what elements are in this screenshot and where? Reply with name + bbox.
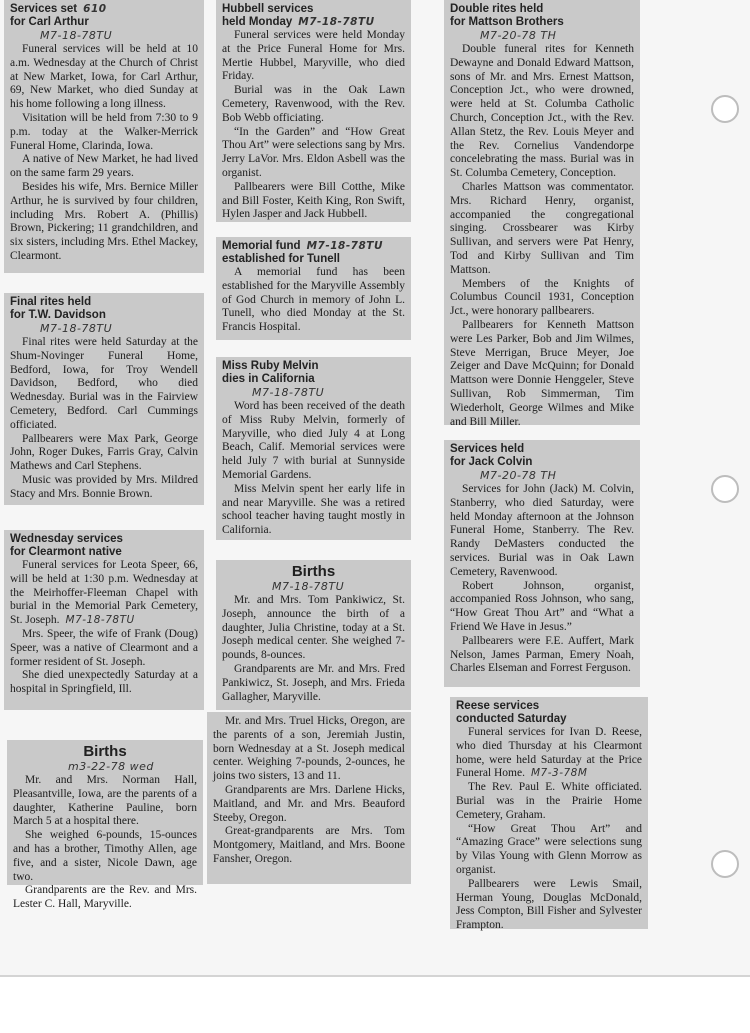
births-title: Births	[83, 743, 127, 760]
clipping-tunell	[216, 237, 411, 340]
paragraph: Funeral services for Ivan D. Reese, who died Thursday at his Clearmont home, were held Saturday at the Price Funeral Home. M7-3-78M	[456, 726, 642, 780]
clipping-reese	[450, 697, 648, 932]
paragraph: Visitation will be held from 7:30 to 9 p.m. today at the Walker-Merrick Funeral Home, Clarinda, Iowa.	[10, 111, 198, 152]
paragraph: Mr. and Mrs. Tom Pankiwicz, St. Joseph, announce the birth of a daughter, Julia Christine, today at a St. Joseph medical center. She weighed 7-pounds, 8-ounces.	[222, 594, 405, 662]
paragraph: Services for John (Jack) M. Colvin, Stanberry, who died Saturday, were held Monday afternoon at the Johnson Funeral Home, Stanberry. The Rev. Randy DeMasters conducted the services. Burial was in Oak Lawn Cemetery, Ravenwood.	[450, 483, 634, 578]
paragraph: Pallbearers were F.E. Auffert, Mark Nelson, James Parman, Emery Noah, Charles Elseman and Forrest Ferguson.	[450, 634, 634, 675]
paragraph: “How Great Thou Art” and “Amazing Grace” were selections sung by Vilas Young with Glenn Morrow as organist.	[456, 822, 642, 876]
paragraph: Miss Melvin spent her early life in and near Maryville. She was a retired school teacher having taught mostly in California.	[222, 482, 405, 537]
paragraph: Grandparents are Mrs. Darlene Hicks, Maitland, and Mr. and Mrs. Beauford Steeby, Oregon.	[213, 783, 405, 824]
clipping-headline: Wednesday services for Clearmont native	[10, 533, 123, 558]
paragraph: Music was provided by Mrs. Mildred Stacy and Mrs. Bonnie Brown.	[10, 473, 198, 500]
clipping-colvin	[444, 440, 640, 687]
paragraph: “In the Garden” and “How Great Thou Art” were selections sang by Mrs. Jerry LaVor. Mrs. Eldon Asbell was the organist.	[222, 125, 406, 179]
handwritten-date: M7-18-78TU	[40, 322, 113, 335]
paragraph: Mr. and Mrs. Truel Hicks, Oregon, are the parents of a son, Jeremiah Justin, born Wednesday at a St. Joseph medical center. Weighing 7-pounds, 2-ounces, he joins two sisters, 13 and 11.	[213, 715, 405, 783]
paragraph: She weighed 6-pounds, 15-ounces and has a brother, Timothy Allen, age five, and a sister, Nicole Dawn, age two.	[13, 829, 197, 883]
clipping-headline: Services set 610 for Carl Arthur	[10, 3, 107, 28]
clipping-headline: Services held for Jack Colvin	[450, 443, 533, 468]
handwritten-date: M7-18-78TU	[252, 386, 325, 399]
handwritten-date: M7-18-78TU	[65, 614, 135, 627]
clipping-speer	[4, 530, 204, 710]
paragraph: Charles Mattson was commentator. Mrs. Richard Henry, organist, accompanied the congregational singing. Crossbearer was Kirby Sullivan, and servers were Pat Henry, Tod and Kirby Sullivan and Tim Mattson.	[450, 180, 634, 276]
paragraph: Robert Johnson, organist, accompanied Ross Johnson, who sang, “How Great Thou Art” and “What a Friend We Have in Jesus.”	[450, 579, 634, 633]
clipping-births-hicks	[207, 712, 411, 884]
handwritten-date: m3-22-78 wed	[68, 760, 154, 773]
page-bottom-edge	[0, 975, 750, 977]
paragraph: Mr. and Mrs. Norman Hall, Pleasantville, Iowa, are the parents of a daughter, Katherine Pauline, born March 5 at a hospital there.	[13, 774, 197, 828]
handwritten-date: M7-20-78 TH	[480, 29, 557, 42]
paragraph: A native of New Market, he had lived on the same farm 29 years.	[10, 153, 198, 180]
handwritten-date: M7-18-78TU	[40, 29, 113, 42]
clipping-carl-arthur	[4, 0, 204, 273]
handwritten-date: M7-3-78M	[530, 767, 588, 780]
paragraph: Pallbearers were Bill Cotthe, Mike and Bill Foster, Keith King, Ron Swift, Hylen Jasper and Jack Hubbell.	[222, 180, 405, 221]
handwritten-date: M7-20-78 TH	[480, 469, 557, 482]
paragraph: She died unexpectedly Saturday at a hospital in Springfield, Ill.	[10, 669, 198, 696]
binder-hole-top	[711, 95, 739, 123]
paragraph: The Rev. Paul E. White officiated. Burial was in the Prairie Home Cemetery, Graham.	[456, 781, 642, 821]
paragraph: Word has been received of the death of Miss Ruby Melvin, formerly of Maryville, who died July 4 at Long Beach, Calif. Memorial services were held July 7 with burial at Sunnyside Memorial Gardens.	[222, 400, 405, 481]
clipping-hubbell	[216, 0, 411, 222]
clipping-births-pankiwicz	[216, 560, 411, 710]
clipping-headline: Reese services conducted Saturday	[456, 700, 567, 725]
clipping-births-hall	[7, 740, 203, 911]
handwritten-page-number: 610	[83, 3, 107, 15]
paragraph: Besides his wife, Mrs. Bernice Miller Arthur, he is survived by four children, including Mrs. Robert A. (Phillis) Brown, Pickering; 11 grandchildren, and six sisters, including Mrs. Ethel Mackey, Clearmont.	[10, 180, 198, 262]
births-title: Births	[291, 563, 336, 580]
paragraph: Pallbearers were Lewis Smail, Herman Young, Douglas McDonald, Jess Compton, Bill Fisher and Sylvester Frampton.	[456, 877, 642, 932]
paragraph: Funeral services were held Monday at the Price Funeral Home for Mrs. Mertie Hubbel, Maryville, who died Friday.	[222, 29, 405, 83]
clipping-headline: Hubbell services held Monday M7-18-78TU	[222, 3, 375, 28]
handwritten-date: M7-18-78TU	[298, 16, 375, 28]
paragraph: Grandparents are the Rev. and Mrs. Lester C. Hall, Maryville.	[13, 884, 197, 911]
clipping-headline: Miss Ruby Melvin dies in California	[222, 360, 319, 385]
paragraph: Funeral services will be held at 10 a.m. Wednesday at the Church of Christ at New Market, Iowa, for Carl Arthur, 69, New Market, who died Sunday at his home following a long illness.	[10, 43, 198, 111]
handwritten-date: M7-18-78TU	[306, 240, 383, 252]
paragraph: Final rites were held Saturday at the Shum-Novinger Funeral Home, Bedford, Iowa, for Troy Wendell Davidson, Bedford, who died Wednesday. Burial was in the Fairview Cemetery, Bedford. Carl Cummings officiated.	[10, 336, 198, 431]
binder-hole-middle	[711, 475, 739, 503]
paragraph: Grandparents are Mr. and Mrs. Fred Pankiwicz, St. Joseph, and Mrs. Frieda Gallagher, Maryville.	[222, 662, 405, 703]
clipping-headline: Memorial fund M7-18-78TU established for Tunell	[222, 240, 383, 265]
clipping-davidson	[4, 293, 204, 505]
clipping-mattson	[444, 0, 640, 428]
paragraph: Mrs. Speer, the wife of Frank (Doug) Speer, was a native of Clearmont and a former resident of St. Joseph.	[10, 627, 198, 668]
paragraph: Members of the Knights of Columbus Council 1931, Conception Jct., were honorary pallbearers.	[450, 277, 634, 318]
paragraph: Pallbearers were Max Park, George John, Roger Dukes, Farris Gray, Calvin Mathews and Carl Stephens.	[10, 432, 198, 473]
paragraph: Funeral services for Leota Speer, 66, will be held at 1:30 p.m. Wednesday at the Meirhoffer-Fleeman Chapel with burial in the Memorial Park Cemetery, St. Joseph. M7-18-78TU	[10, 559, 198, 627]
paragraph: Double funeral rites for Kenneth Dewayne and Donald Edward Mattson, sons of Mr. and Mrs. Ernest Mattson, Conception Jct., who were drowned, were held at St. Columba Catholic Church, Conception Jct., with the Rev. Allan Stetz, the Rev. Louis Meyer and the Rev. Cornelius Vandendorpe concelebrating the mass. Burial was in St. Columba Cemetery, Conception.	[450, 43, 634, 180]
binder-hole-bottom	[711, 850, 739, 878]
clipping-headline: Final rites held for T.W. Davidson	[10, 296, 106, 321]
clipping-melvin	[216, 357, 411, 540]
paragraph: A memorial fund has been established for the Maryville Assembly of God Church in memory of John L. Tunell, who died Monday at the St. Francis Hospital.	[222, 266, 405, 334]
paragraph: Burial was in the Oak Lawn Cemetery, Ravenwood, with the Rev. Bob Webb officiating.	[222, 84, 405, 124]
handwritten-date: M7-18-78TU	[272, 580, 345, 593]
paragraph: Pallbearers for Kenneth Mattson were Les Parker, Bob and Jim Wilmes, Steve Merrigan, Bruce Meyer, Joe Zeiger and Dave McQuinn; for Donald Mattson were Donnie Henggeler, Steve Sullivan, Rob Simmerman, Tim Wiederholt, George Wilmes and Mike and Bill Miller.	[450, 318, 634, 428]
paragraph: Great-grandparents are Mrs. Tom Montgomery, Maitland, and Mrs. Boone Fansher, Oregon.	[213, 825, 405, 865]
clipping-headline: Double rites held for Mattson Brothers	[450, 3, 564, 28]
